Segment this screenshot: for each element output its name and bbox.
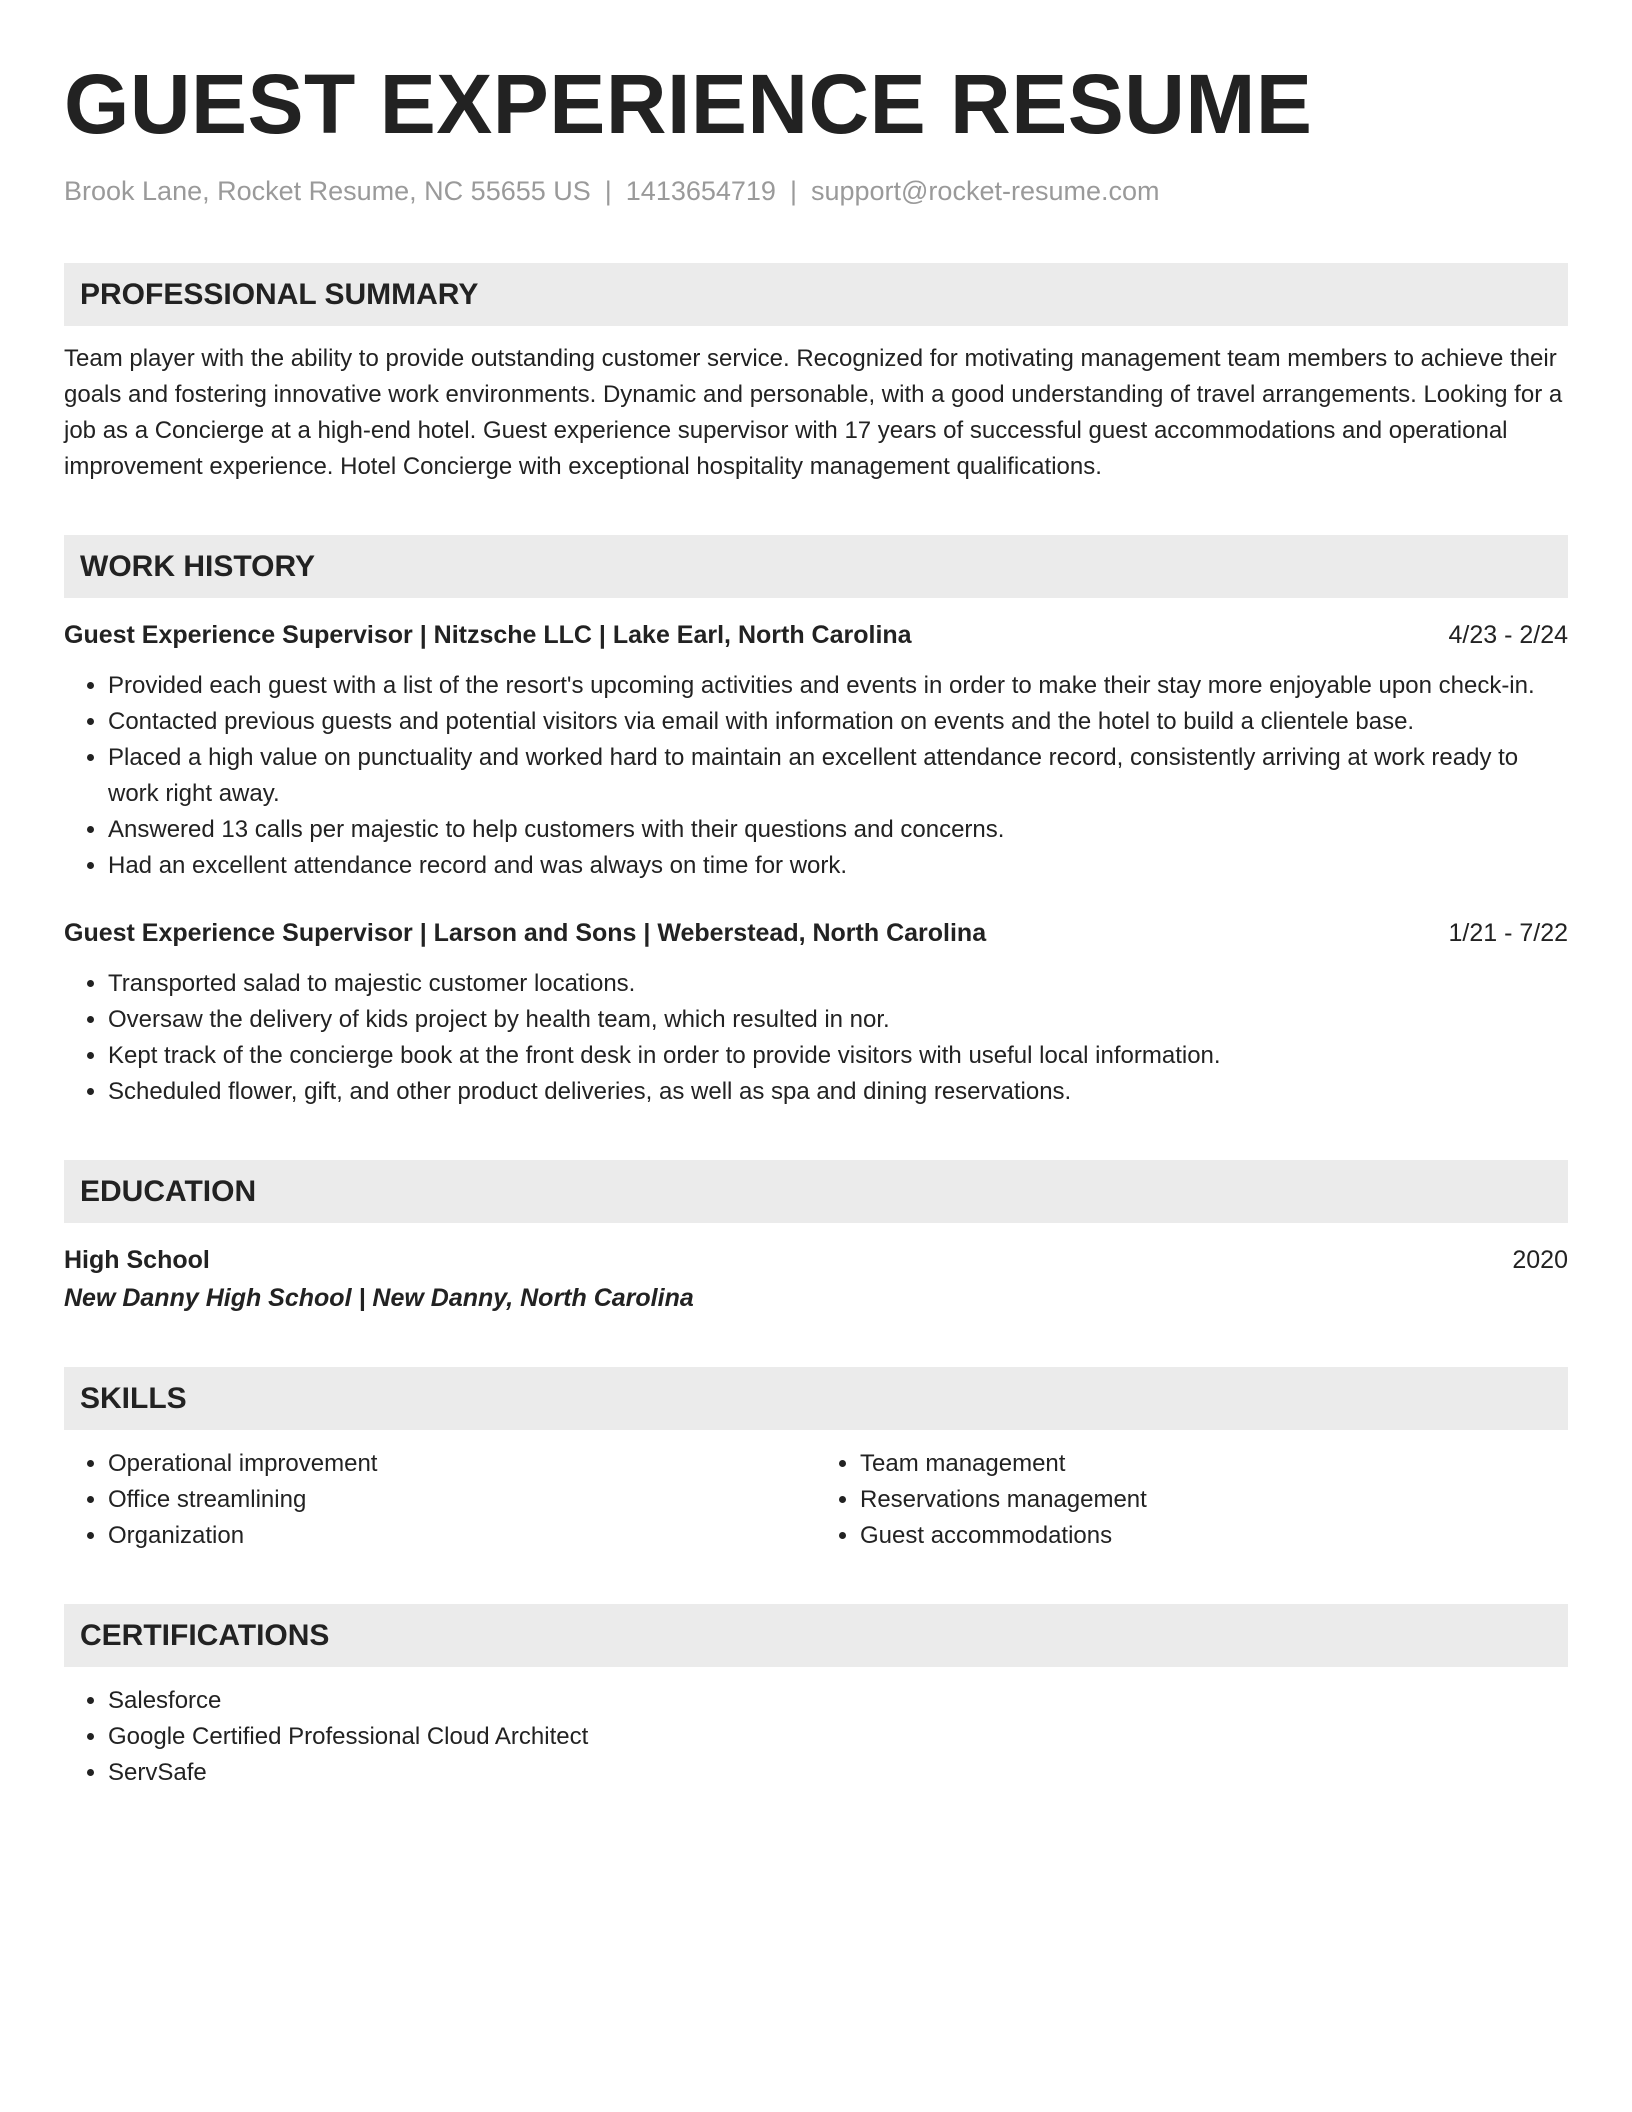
section-header-skills: SKILLS: [64, 1367, 1568, 1430]
job-bullet: • Oversaw the delivery of kids project by health team, which resulted in nor.: [108, 1002, 1568, 1038]
skill-item: • Office streamlining: [108, 1482, 816, 1518]
skills-column-left: [64, 1446, 816, 1554]
certification-item: • ServSafe: [108, 1755, 1568, 1791]
education-header: [64, 1241, 1568, 1279]
job-bullet: • Kept track of the concierge book at the front desk in order to provide visitors with useful local information.: [108, 1038, 1568, 1074]
skills-column-right: [816, 1446, 1568, 1554]
section-header-certifications: CERTIFICATIONS: [64, 1604, 1568, 1667]
contact-email: support@rocket-resume.com: [810, 176, 1160, 206]
certifications-list: [64, 1683, 1568, 1791]
job-bullet: • Scheduled flower, gift, and other product deliveries, as well as spa and dining reservations.: [108, 1074, 1568, 1110]
section-header-summary: PROFESSIONAL SUMMARY: [64, 263, 1568, 326]
section-header-work-history: WORK HISTORY: [64, 535, 1568, 598]
resume-title: GUEST EXPERIENCE RESUME: [64, 57, 1313, 151]
job-bullet: • Answered 13 calls per majestic to help customers with their questions and concerns.: [108, 812, 1568, 848]
job-bullet: • Placed a high value on punctuality and worked hard to maintain an excellent attendance record, consistently arriving at work ready to work right away.: [108, 740, 1568, 812]
skill-item: • Reservations management: [860, 1482, 1568, 1518]
job-bullets: [64, 966, 1568, 1110]
job-bullet: • Had an excellent attendance record and was always on time for work.: [108, 848, 1568, 884]
job-header: [64, 916, 1568, 950]
job-header: [64, 618, 1568, 652]
contact-line: [64, 174, 1568, 208]
summary-text: Team player with the ability to provide outstanding customer service. Recognized for motivating management team members to achieve their goals and fostering innovative work environments. Dynamic and personable, with a good understanding of travel arrangements. Looking for a job as a Concierge at a high-end hotel. Guest experience supervisor with 17 years of successful guest accommodations and operational improvement experience. Hotel Concierge with exceptional hospitality management qualifications.: [64, 345, 1563, 480]
education-year: 2020: [1512, 1246, 1568, 1274]
skills-list: [64, 1446, 1568, 1554]
education-school: New Danny High School | New Danny, North Carolina: [64, 1284, 694, 1312]
education-degree: High School: [64, 1246, 210, 1274]
job-title: Guest Experience Supervisor | Nitzsche LLC | Lake Earl, North Carolina: [64, 621, 912, 649]
job-bullets: [64, 668, 1568, 884]
job-dates: 1/21 - 7/22: [1448, 919, 1568, 947]
skill-item: • Organization: [108, 1518, 816, 1554]
contact-separator: |: [789, 176, 797, 206]
section-header-education: EDUCATION: [64, 1160, 1568, 1223]
job-bullet: • Contacted previous guests and potential visitors via email with information on events and the hotel to build a clientele base.: [108, 704, 1568, 740]
education-entry: [64, 1241, 1568, 1317]
skill-item: • Guest accommodations: [860, 1518, 1568, 1554]
job-bullet: • Provided each guest with a list of the resort's upcoming activities and events in order to make their stay more enjoyable upon check-in.: [108, 668, 1568, 704]
certification-item: • Salesforce: [108, 1683, 1568, 1719]
job-entry: [64, 618, 1568, 884]
certification-item: • Google Certified Professional Cloud Architect: [108, 1719, 1568, 1755]
skill-item: • Operational improvement: [108, 1446, 816, 1482]
job-title: Guest Experience Supervisor | Larson and Sons | Weberstead, North Carolina: [64, 919, 987, 947]
contact-phone: 1413654719: [625, 176, 776, 206]
contact-separator: |: [604, 176, 612, 206]
job-bullet: • Transported salad to majestic customer locations.: [108, 966, 1568, 1002]
contact-address: Brook Lane, Rocket Resume, NC 55655 US: [64, 176, 591, 206]
job-entry: [64, 916, 1568, 1110]
skill-item: • Team management: [860, 1446, 1568, 1482]
job-dates: 4/23 - 2/24: [1448, 621, 1568, 649]
